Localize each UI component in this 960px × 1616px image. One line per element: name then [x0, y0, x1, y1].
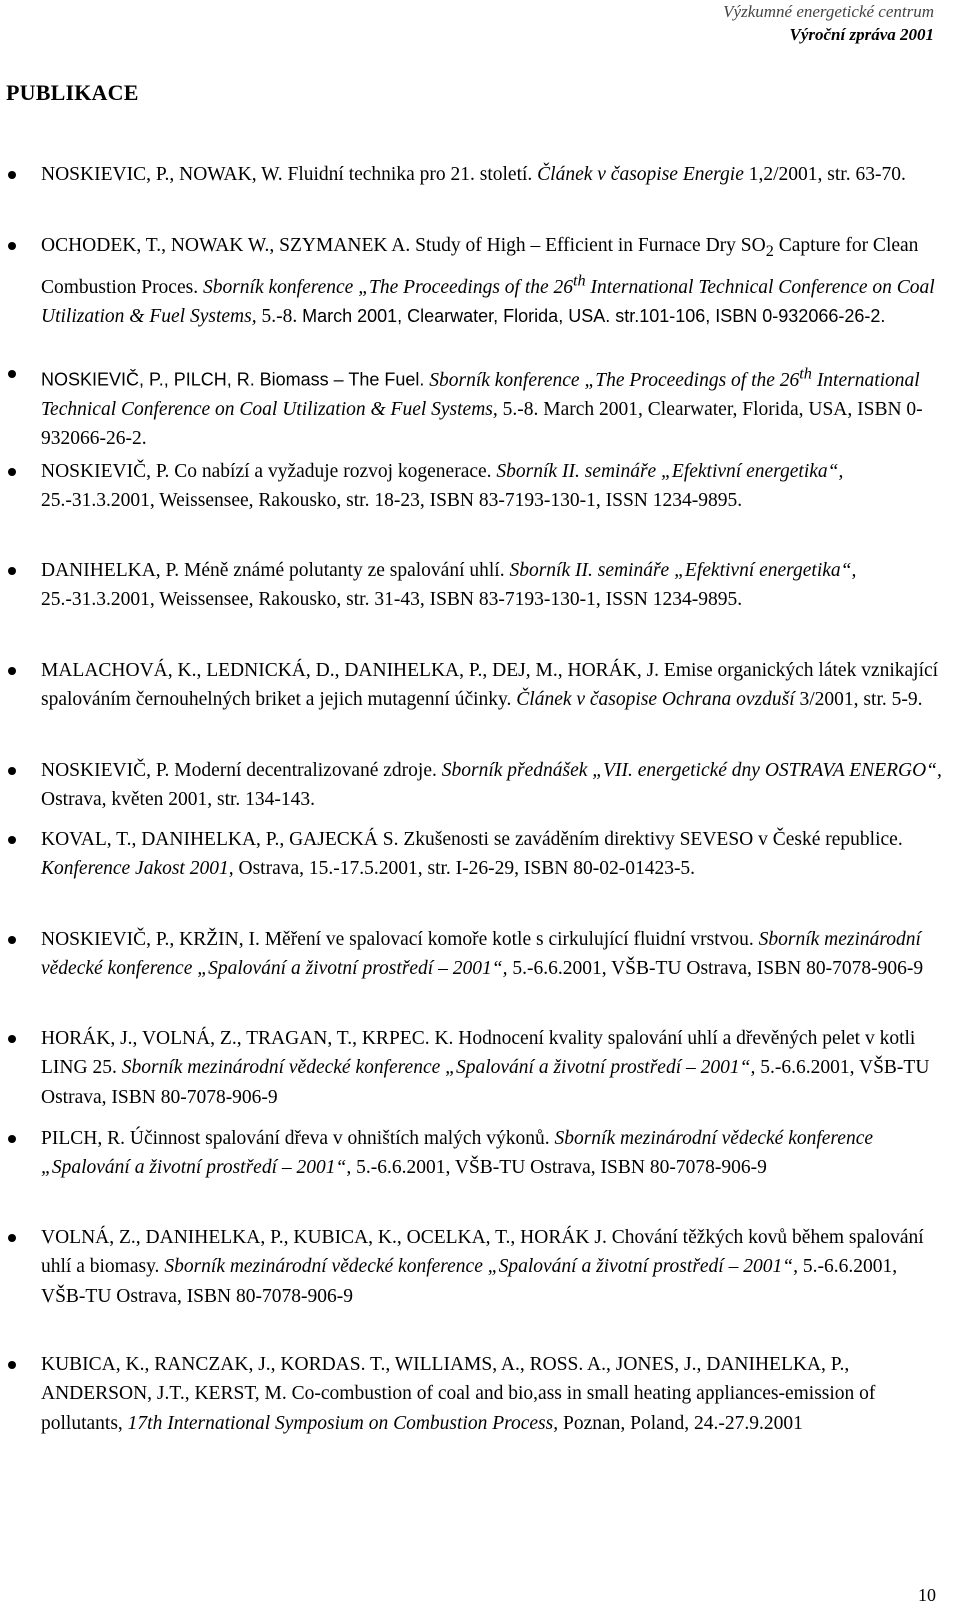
pub-details: 25.-31.3.2001, Weissensee, Rakousko, str. 31-43, ISBN 83-7193-130-1, ISSN 1234-9895.	[41, 589, 743, 611]
running-header	[723, 0, 934, 46]
pub-source: Konference Jakost 2001,	[41, 858, 234, 880]
page-number: 10	[918, 1585, 936, 1605]
pub-title: Méně známé polutanty ze spalování uhlí.	[184, 560, 505, 581]
pub-details: 1,2/2001, str. 63-70.	[748, 164, 906, 185]
publication-item	[41, 1350, 946, 1438]
pub-authors: PILCH, R.	[41, 1128, 125, 1149]
pub-authors: NOSKIEVIC, P., NOWAK, W.	[41, 164, 283, 185]
pub-title: Moderní decentralizované zdroje.	[174, 760, 437, 781]
publication-item	[41, 825, 946, 884]
pub-authors: OCHODEK, T., NOWAK W., SZYMANEK A.	[41, 235, 411, 256]
pub-title: Co nabízí a vyžaduje rozvoj kogenerace.	[174, 461, 492, 482]
pub-authors: DANIHELKA, P.	[41, 560, 180, 581]
pub-title: Fluidní technika pro 21. století.	[287, 164, 533, 185]
pub-title-main: Study of High – Efficient in Furnace Dry SO	[415, 235, 766, 256]
pub-authors: KUBICA, K., RANCZAK, J., KORDAS. T., WILLIAMS, A., ROSS. A., JONES, J., DANIHELKA, P., ANDERSON, J.T., KERST, M.	[41, 1354, 850, 1405]
pub-source-rest: International Technical Conference on Coal Utilization & Fuel Systems,	[41, 276, 935, 327]
pub-source: Sborník mezinárodní vědecké konference „Spalování a životní prostředí – 2001“,	[41, 929, 921, 980]
pub-title: Emise organických látek vznikající spalováním černouhelných briket a jejich mutagenní účinky.	[41, 660, 939, 711]
pub-details: 5.-6.6.2001, VŠB-TU Ostrava, ISBN 80-7078-906-9	[356, 1157, 767, 1179]
publication-item	[41, 925, 946, 984]
pub-source: Sborník mezinárodní vědecké konference „Spalování a životní prostředí – 2001“,	[121, 1057, 756, 1079]
pub-details: 5.-6.6.2001, VŠB-TU Ostrava, ISBN 80-7078-906-9	[41, 1057, 930, 1108]
pub-title: Chování těžkých kovů během spalování uhlí a biomasy.	[41, 1227, 924, 1278]
pub-source-superscript: th	[573, 271, 586, 290]
pub-source: Sborník mezinárodní vědecké konference „Spalování a životní prostředí – 2001“,	[164, 1256, 798, 1278]
pub-details: Poznan, Poland, 24.-27.9.2001	[562, 1412, 803, 1434]
pub-source: Sborník II. semináře „Efektivní energetika“,	[509, 560, 857, 581]
pub-source-rest: International Technical Conference on Coal Utilization & Fuel Systems,	[41, 369, 920, 420]
publication-item	[41, 1024, 946, 1112]
publication-item	[41, 1124, 946, 1183]
pub-authors: MALACHOVÁ, K., LEDNICKÁ, D., DANIHELKA, P., DEJ, M., HORÁK, J.	[41, 660, 660, 681]
pub-title: Zkušenosti se zaváděním direktivy SEVESO v České republice.	[403, 829, 903, 850]
pub-details: 5.-6.6.2001, VŠB-TU Ostrava, ISBN 80-7078-906-9	[512, 958, 924, 980]
section-title: PUBLIKACE	[6, 80, 139, 105]
pub-source-superscript: th	[799, 364, 812, 382]
publication-item	[41, 1223, 946, 1311]
pub-details: Ostrava, 15.-17.5.2001, str. I-26-29, ISBN 80-02-01423-5.	[238, 858, 696, 880]
pub-authors: VOLNÁ, Z., DANIHELKA, P., KUBICA, K., OCELKA, T., HORÁK J.	[41, 1227, 607, 1248]
pub-source: Sborník II. semináře „Efektivní energetika“,	[496, 461, 844, 482]
pub-authors: HORÁK, J., VOLNÁ, Z., TRAGAN, T., KRPEC. K.	[41, 1028, 454, 1049]
publication-item	[41, 756, 946, 815]
pub-title: Účinnost spalování dřeva v ohništích malých výkonů.	[129, 1128, 550, 1149]
pub-title: Měření ve spalovací komoře kotle s cirkulující fluidní vrstvou.	[264, 929, 754, 950]
pub-title: Biomass – The Fuel.	[259, 369, 425, 390]
pub-title-rest: Capture for Clean Combustion Proces.	[41, 235, 919, 298]
pub-authors: NOSKIEVIČ, P.	[41, 461, 170, 482]
pub-details: 3/2001, str. 5-9.	[799, 689, 923, 711]
pub-title-subscript: 2	[765, 241, 774, 260]
pub-details-continued: March 2001, Clearwater, Florida, USA. str.101-106, ISBN 0-932066-26-2.	[302, 305, 886, 326]
publication-item	[41, 359, 946, 453]
publication-item	[41, 160, 946, 189]
pub-source: Sborník mezinárodní vědecké konference „Spalování a životní prostředí – 2001“,	[41, 1128, 874, 1179]
header-institution: Výzkumné energetické centrum	[723, 2, 934, 21]
pub-authors: NOSKIEVIČ, P., KRŽIN, I.	[41, 929, 260, 950]
publication-item	[41, 556, 946, 615]
pub-source: Článek v časopise Ochrana ovzduší	[516, 689, 795, 711]
pub-source: Sborník přednášek „VII. energetické dny OSTRAVA ENERGO“,	[441, 760, 942, 781]
pub-source-main: Sborník konference „The Proceedings of the 26	[429, 369, 800, 391]
pub-title: Hodnocení kvality spalování uhlí a dřevěných pelet v kotli LING 25.	[41, 1028, 916, 1079]
pub-source-main: Sborník konference „The Proceedings of the 26	[202, 276, 574, 298]
pub-authors: NOSKIEVIČ, P.	[41, 760, 170, 781]
pub-details: 25.-31.3.2001, Weissensee, Rakousko, str. 18-23, ISBN 83-7193-130-1, ISSN 1234-9895.	[41, 490, 743, 512]
pub-source: Článek v časopise Energie	[537, 164, 744, 185]
publication-item	[41, 656, 946, 715]
pub-details: 5.-6.6.2001, VŠB-TU Ostrava, ISBN 80-7078-906-9	[41, 1256, 898, 1307]
pub-authors: KOVAL, T., DANIHELKA, P., GAJECKÁ S.	[41, 829, 399, 850]
pub-details: 5.-8.	[261, 305, 298, 327]
pub-title: Co-combustion of coal and bio,ass in small heating appliances-emission of pollutants,	[41, 1383, 876, 1434]
pub-authors: NOSKIEVIČ, P., PILCH, R.	[41, 369, 255, 390]
pub-source: 17th International Symposium on Combustion Process,	[127, 1412, 559, 1434]
publication-item	[41, 231, 946, 331]
header-report-title: Výroční zpráva 2001	[789, 25, 934, 44]
publication-item	[41, 457, 946, 516]
pub-details: Ostrava, květen 2001, str. 134-143.	[41, 789, 316, 811]
pub-details: 5.-8. March 2001, Clearwater, Florida, USA, ISBN 0-932066-26-2.	[41, 398, 923, 450]
